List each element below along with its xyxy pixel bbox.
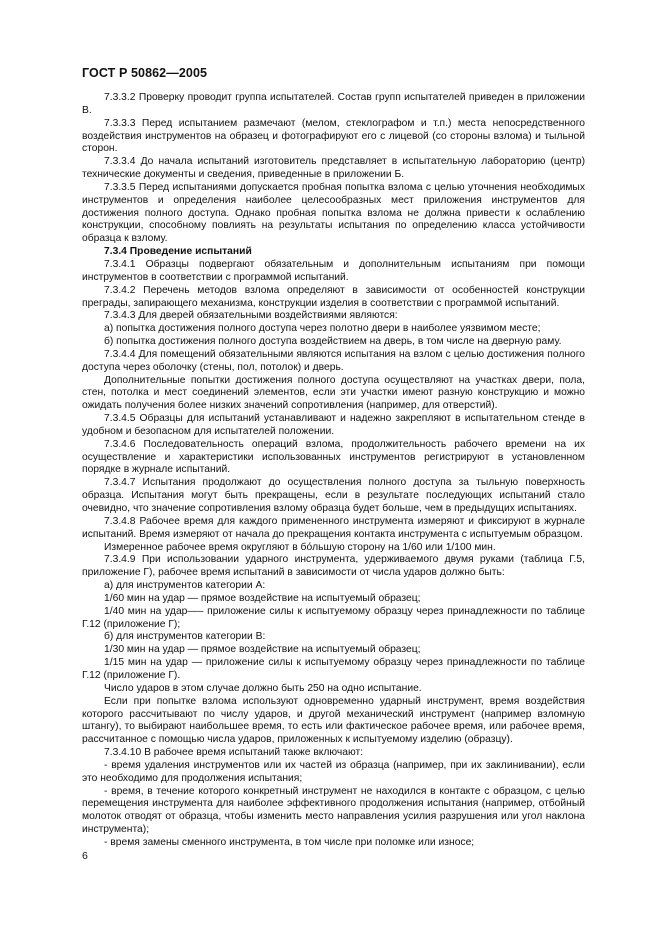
page-number: 6	[82, 850, 88, 862]
list-item-a-direct: 1/60 мин на удар — прямое воздействие на испытуемый образец;	[104, 592, 421, 604]
paragraph-7-3-4-1: 7.3.4.1 Образцы подвергают обязательным и дополнительным испытаниям при помощи инструментов в соответствии с программой испытаний.	[82, 258, 585, 283]
list-item-b-direct: 1/30 мин на удар — прямое воздействие на испытуемый образец;	[104, 644, 421, 656]
paragraph-7-3-4-4: 7.3.4.4 Для помещений обязательными являются испытания на взлом с целью достижения полного доступа через оболочку (стены, пол, потолок) и дверь.	[82, 348, 585, 373]
list-item-replacement-time: - время замены сменного инструмента, в том числе при поломке или износе;	[104, 836, 475, 848]
paragraph-7-3-4-2: 7.3.4.2 Перечень методов взлома определяют в зависимости от особенностей конструкции преграды, запирающего механизма, конструкции изделия в соответствии с программой испытаний.	[82, 284, 585, 309]
list-item-repositioning-time: - время, в течение которого конкретный инструмент не находился в контакте с образцом, с целью перемещения инструмента для наиболее эффективного продолжения испытания (например, отбойный молоток отводят от образца, чтобы изменить место направления усилия разрушения или угол наклона инструмента);	[82, 785, 585, 836]
paragraph-7-3-3-2: 7.3.3.2 Проверку проводит группа испытателей. Состав групп испытателей приведен в приложении В.	[82, 92, 585, 116]
paragraph-7-3-4-9: 7.3.4.9 При использовании ударного инструмента, удерживаемого двумя руками (таблица Г.5, приложение Г), рабочее время испытаний в зависимости от числа ударов должно быть:	[82, 554, 585, 579]
paragraph-additional-attempts: Дополнительные попытки достижения полного доступа осуществляют на участках двери, пола, стен, потолка и мест соединений элементов, если эти участки имеют разную конструкцию и можно ожидать получения более низких значений сопротивления (например, для отверстий).	[82, 374, 585, 412]
paragraph-7-3-4-3: 7.3.4.3 Для дверей обязательными воздействиями являются:	[104, 310, 398, 322]
paragraph-7-3-4-5: 7.3.4.5 Образцы для испытаний устанавливают и надежно закрепляют в испытательном стенде в удобном и безопасном для испытателей положении.	[82, 413, 585, 437]
list-item-removal-time: - время удаления инструментов или их частей из образца (например, при их заклинивании), если это необходимо для продолжения испытания;	[82, 759, 585, 784]
section-heading-7-3-4: 7.3.4 Проведение испытаний	[104, 246, 252, 258]
document-header: ГОСТ Р 50862—2005	[82, 66, 208, 80]
list-item-a-indirect: 1/40 мин на удар—– приложение силы к испытуемому образцу через принадлежности по таблице Г.12 (приложение Г);	[82, 605, 585, 630]
paragraph-7-3-4-8: 7.3.4.8 Рабочее время для каждого примененного инструмента измеряют и фиксируют в журнале испытаний. Время измеряют от начала до прекращения контакта инструмента с испытуемым образцом.	[82, 515, 585, 540]
paragraph-7-3-3-5: 7.3.3.5 Перед испытаниями допускается пробная попытка взлома с целью уточнения необходимых инструментов и определения наиболее целесообразных мест приложения инструментов для достижения полного доступа. Однако пробная попытка взлома не должна привести к ослаблению конструкции, способному повлиять на результаты испытания по определению класса устойчивости образца к взлому.	[82, 181, 585, 245]
paragraph-rounding: Измеренное рабочее время округляют в бо́льшую сторону на 1/60 или 1/100 мин.	[104, 541, 496, 553]
paragraph-blow-count: Число ударов в этом случае должно быть 250 на одно испытание.	[104, 682, 422, 694]
list-item-a-door: а) попытка достижения полного доступа через полотно двери в наиболее уязвимом месте;	[104, 323, 541, 335]
list-item-b-category: б) для инструментов категории В:	[104, 631, 266, 643]
document-body	[82, 92, 585, 850]
paragraph-7-3-4-10: 7.3.4.10 В рабочее время испытаний также включают:	[104, 747, 364, 759]
list-item-b-door: б) попытка достижения полного доступа воздействием на дверь, в том числе на дверную раму.	[104, 336, 562, 348]
paragraph-combined-tools: Если при попытке взлома используют одновременно ударный инструмент, время воздействия которого рассчитывают по числу ударов, и другой механический инструмент (например взломную штангу), то выбирают наибольшее время, то есть или фактическое рабочее время, или рабочее время, рассчитанное с помощью числа ударов, приложенных к испытуемому изделию (образцу).	[82, 695, 585, 746]
paragraph-7-3-4-7: 7.3.4.7 Испытания продолжают до осуществления полного доступа за тыльную поверхность образца. Испытания могут быть прекращены, если в результате последующих испытаний стало очевидно, что значение сопротивления взлому образца будет больше, чем в предыдущих испытаниях.	[82, 477, 585, 514]
list-item-b-indirect: 1/15 мин на удар — приложение силы к испытуемому образцу через принадлежности по таблице Г.12 (приложение Г).	[82, 657, 585, 681]
list-item-a-category: а) для инструментов категории А:	[104, 580, 266, 592]
paragraph-7-3-3-4: 7.3.3.4 До начала испытаний изготовитель представляет в испытательную лабораторию (центр) технические документы и сведения, приведенные в приложении Б.	[82, 156, 585, 181]
paragraph-7-3-4-6: 7.3.4.6 Последовательность операций взлома, продолжительность рабочего времени на их осуществление и характеристики использованных инструментов регистрируют в установленном порядке в журнале испытаний.	[82, 438, 585, 476]
paragraph-7-3-3-3: 7.3.3.3 Перед испытанием размечают (мелом, стеклографом и т.п.) места непосредственного воздействия инструментов на образец и фотографируют его с лицевой (со стороны взлома) и тыльной сторон.	[82, 117, 585, 155]
